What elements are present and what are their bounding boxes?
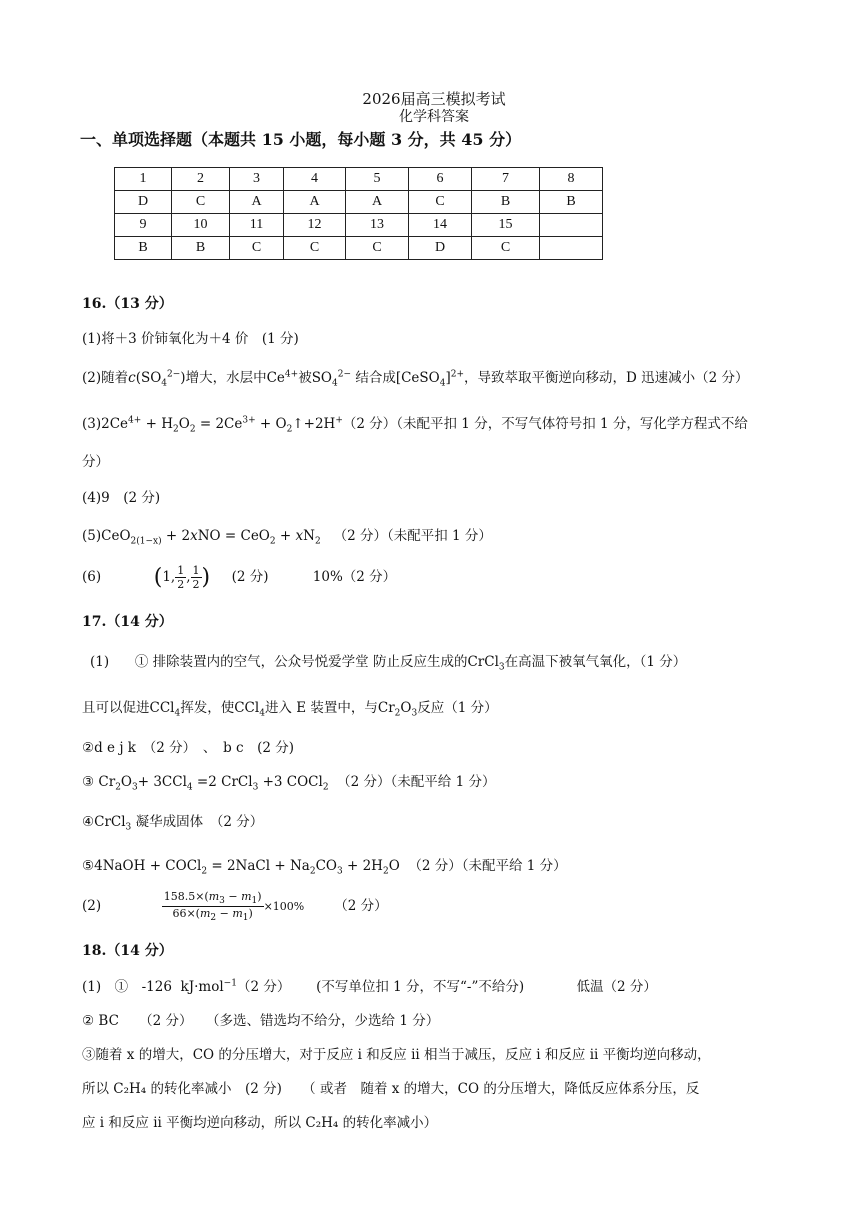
table-cell: B	[172, 237, 230, 260]
table-cell: 7	[472, 168, 540, 191]
q17-line1: (1) ① 排除装置内的空气，公众号悦爱学堂 防止反应生成的CrCl$_3$在高温下被氧气氧化，（1 分）	[90, 654, 687, 673]
table-cell: 3	[230, 168, 284, 191]
q16-line2: (2)随着$c(SO_4^{2-})$增大，水层中$Ce^{4+}$被$SO_4^{2-}$ 结合成[CeSO$_4$]$^{2+}$，导致萃取平衡逆向移动，D 迅速减小（2 分）	[82, 369, 749, 389]
table-cell: 15	[472, 214, 540, 237]
table-cell: B	[115, 237, 172, 260]
table-cell: A	[346, 191, 409, 214]
table-cell: 13	[346, 214, 409, 237]
table-row	[115, 168, 603, 191]
table-cell: C	[284, 237, 346, 260]
table-cell: A	[230, 191, 284, 214]
table-cell: 5	[346, 168, 409, 191]
table-cell: 1	[115, 168, 172, 191]
table-cell: C	[346, 237, 409, 260]
q17-line4: ③ $Cr_2O_3+ 3CCl_4 =2$ CrCl$_3$ +3 COCl$_2$ （2 分）（未配平给 1 分）	[82, 774, 496, 793]
table-cell	[540, 214, 603, 237]
q16-heading: 16.（13 分）	[82, 296, 173, 312]
q18-line1: (1) ① -126 kJ·mol$^{-1}$（2 分） (不写单位扣 1 分，不写“-”不给分) 低温（2 分）	[82, 978, 657, 995]
table-cell: C	[230, 237, 284, 260]
table-cell: 4	[284, 168, 346, 191]
q18-line4: 所以 C₂H₄ 的转化率减小 (2 分) （ 或者 随着 x 的增大，CO 的分压增大，降低反应体系分压，反	[82, 1081, 700, 1097]
table-cell: C	[172, 191, 230, 214]
q18-line3: ③随着 x 的增大，CO 的分压增大，对于反应 i 和反应 ii 相当于减压，反应 i 和反应 ii 平衡均逆向移动，	[82, 1047, 711, 1063]
table-cell: A	[284, 191, 346, 214]
answer-table	[114, 167, 603, 260]
q18-line5: 应 i 和反应 ii 平衡均逆向移动，所以 C₂H₄ 的转化率减小）	[82, 1115, 438, 1131]
q17-line2: 且可以促进CCl$_4$挥发，使CCl$_4$进入 E 装置中，与$Cr_2O_3$反应（1 分）	[82, 700, 498, 719]
q16-line5: $(5)CeO_{2(1-x)} + 2xNO = CeO_2 + xN_2$ （2 分）（未配平扣 1 分）	[82, 528, 492, 547]
q17-line7: (2) $\frac{158.5\times(m_3 - m_1)}{66\times(m_2 - m_1)}$ ×100% （2 分）	[82, 890, 388, 924]
table-cell: C	[472, 237, 540, 260]
table-cell	[540, 237, 603, 260]
q17-heading: 17.（14 分）	[82, 614, 173, 630]
table-cell: D	[115, 191, 172, 214]
q18-line2: ② BC （2 分） （多选、错选均不给分，少选给 1 分）	[82, 1013, 440, 1029]
q16-line4: (4)9 (2 分)	[82, 490, 161, 506]
q16-line6: (6) (1, $\frac{1}{2}$ , $\frac{1}{2}$ ) (2 分) 10%（2 分）	[82, 564, 397, 591]
table-cell: 2	[172, 168, 230, 191]
page-title: 2026届高三模拟考试	[362, 90, 506, 108]
q17-line6: ⑤4NaOH + COCl$_2$ = 2NaCl + $Na_2CO_3 + 2H_2O$ （2 分）（未配平给 1 分）	[82, 858, 567, 877]
table-cell: 10	[172, 214, 230, 237]
table-cell: 11	[230, 214, 284, 237]
table-cell: 14	[409, 214, 472, 237]
section1-heading: 一、单项选择题（本题共 15 小题，每小题 3 分，共 45 分）	[80, 130, 522, 149]
table-cell: 8	[540, 168, 603, 191]
table-cell: 12	[284, 214, 346, 237]
q17-line3: ②d e j k （2 分） 、 b c (2 分)	[82, 740, 295, 756]
table-cell: B	[472, 191, 540, 214]
q16-line3: $(3)2Ce^{4+} + H_2O_2 = 2Ce^{3+}$ + $O_2↑+2H^+(2$ 分）（未配平扣 1 分，不写气体符号扣 1 分，写化学方程式不给	[82, 415, 748, 435]
table-cell: C	[409, 191, 472, 214]
q16-line1: (1)将＋3 价铈氧化为＋4 价 (1 分)	[82, 331, 299, 347]
table-cell: D	[409, 237, 472, 260]
page-subtitle: 化学科答案	[399, 109, 469, 125]
table-cell: 6	[409, 168, 472, 191]
table-row	[115, 237, 603, 260]
q17-line5: ④CrCl$_3$ 凝华成固体 （2 分）	[82, 814, 264, 833]
table-cell: 9	[115, 214, 172, 237]
q16-line3-cont: 分）	[82, 454, 109, 470]
table-cell: B	[540, 191, 603, 214]
q18-heading: 18.（14 分）	[82, 943, 173, 959]
table-row	[115, 214, 603, 237]
table-row	[115, 191, 603, 214]
